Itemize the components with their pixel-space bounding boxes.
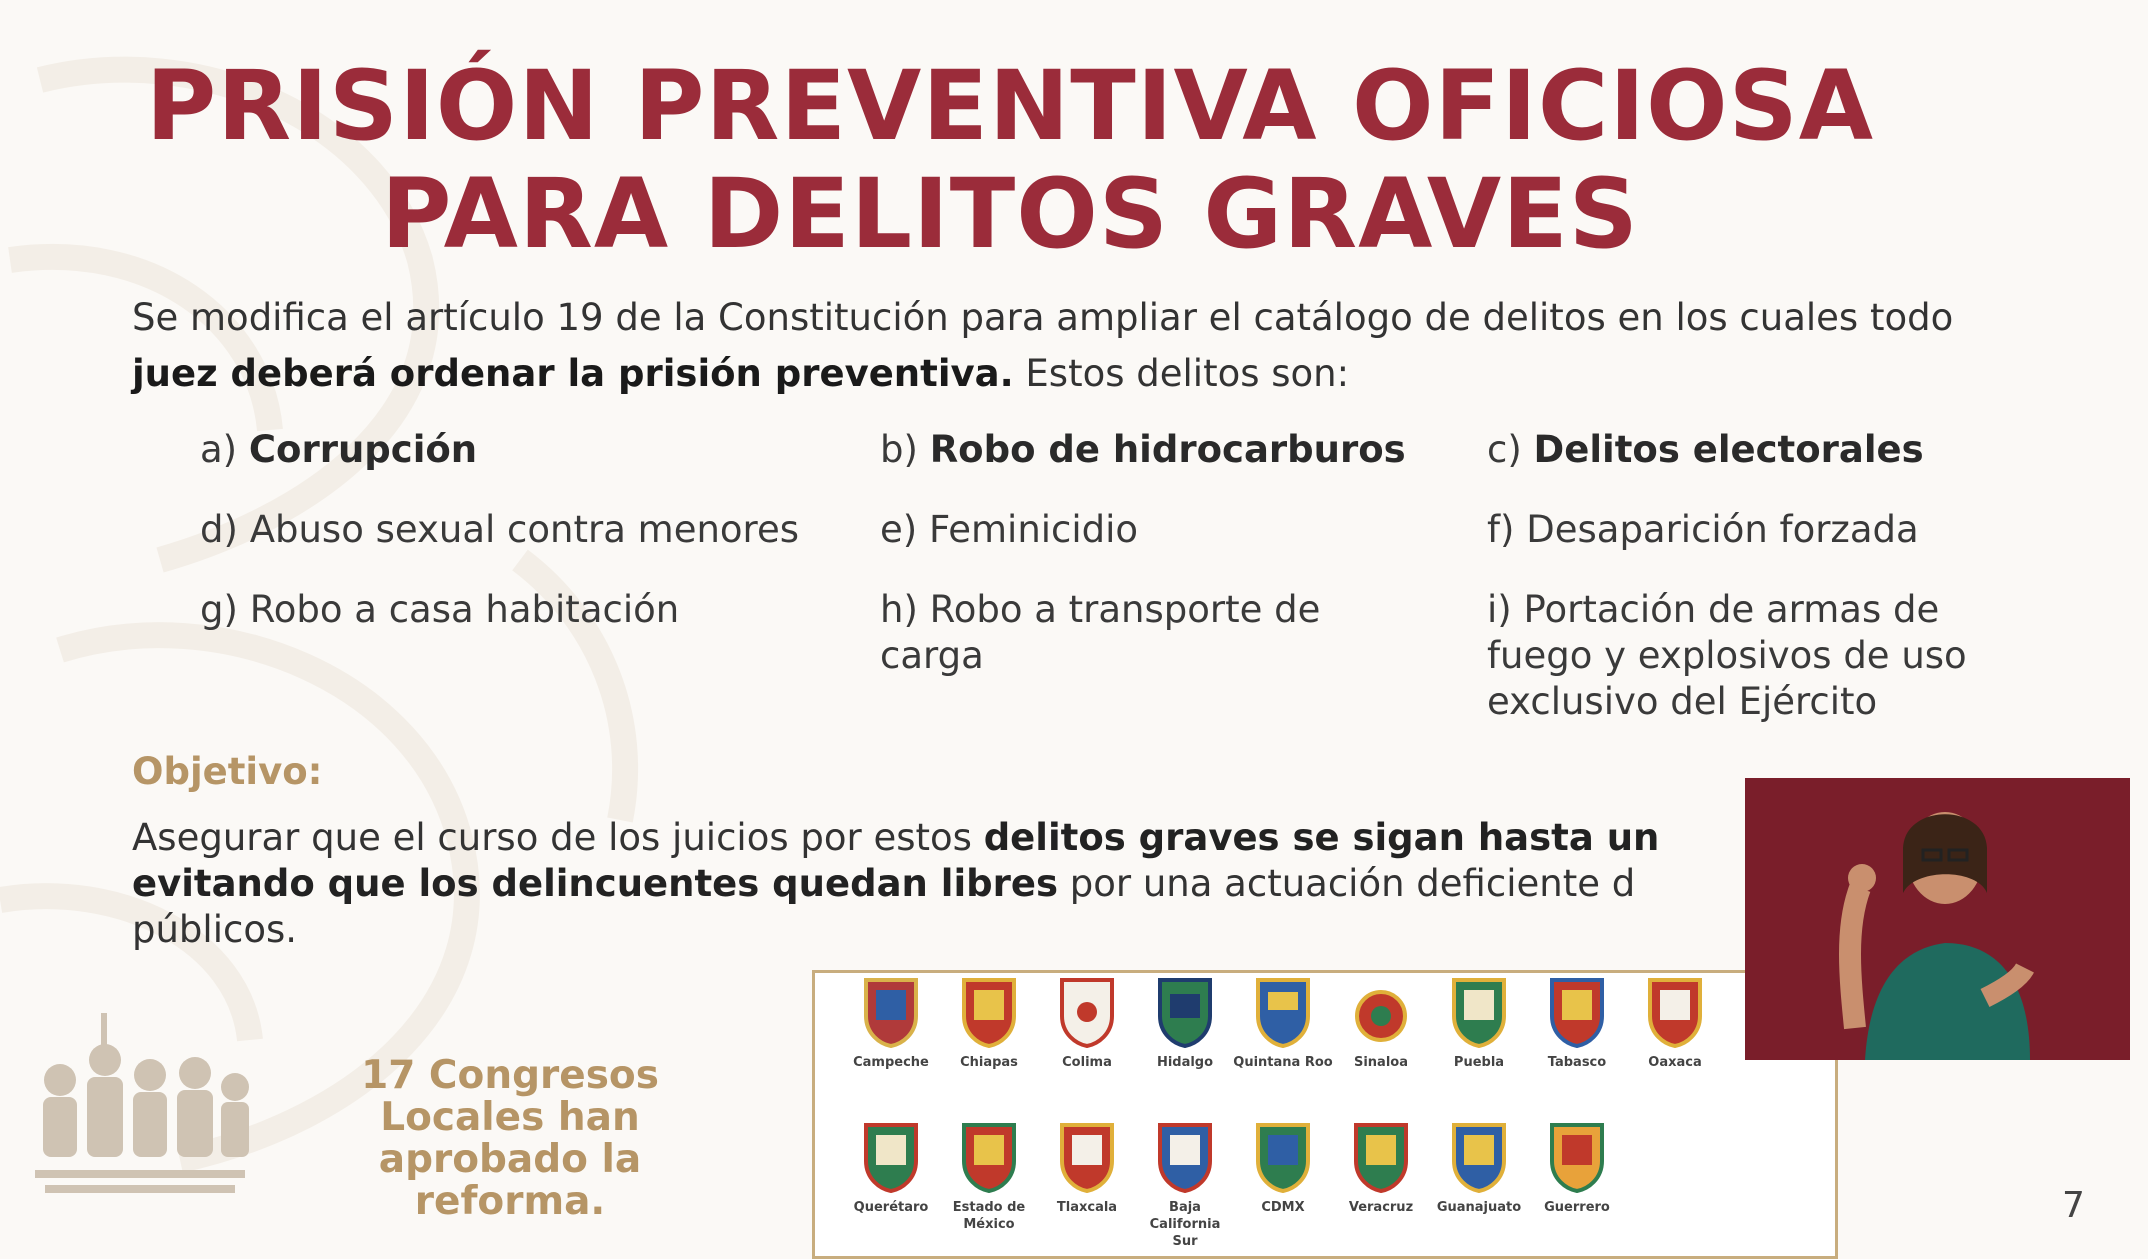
state-shield: Oaxaca <box>1625 976 1725 1071</box>
crime-item: i) Portación de armas de fuego y explosivos de uso exclusivo del Ejército <box>1487 588 1967 723</box>
state-shield: Puebla <box>1429 976 1529 1071</box>
crime-item: b) Robo de hidrocarburos <box>880 428 1406 471</box>
coat-of-arms-icon <box>1548 1121 1606 1193</box>
coat-of-arms-icon <box>1254 1121 1312 1193</box>
crime-item: c) Delitos electorales <box>1487 428 1924 471</box>
coat-of-arms-icon <box>960 1121 1018 1193</box>
state-shield: Veracruz <box>1331 1121 1431 1216</box>
crime-item: g) Robo a casa habitación <box>200 588 680 631</box>
state-shield: Baja California Sur <box>1135 1121 1235 1250</box>
state-shield: Querétaro <box>841 1121 941 1216</box>
crime-item: f) Desaparición forzada <box>1487 508 1919 551</box>
page-title <box>0 52 2020 268</box>
state-shield: Tlaxcala <box>1037 1121 1137 1216</box>
heroes-logo-icon <box>25 1005 255 1205</box>
coat-of-arms-icon <box>1450 976 1508 1048</box>
interpreter-person-icon <box>1745 778 2130 1060</box>
coat-of-arms-icon <box>1646 976 1704 1048</box>
coat-of-arms-icon <box>1254 976 1312 1048</box>
crime-item: e) Feminicidio <box>880 508 1139 551</box>
state-shield: Chiapas <box>939 976 1039 1071</box>
state-shield: CDMX <box>1233 1121 1333 1216</box>
state-shield: Guerrero <box>1527 1121 1627 1216</box>
state-shields-panel <box>812 970 1838 1259</box>
objective-label: Objetivo: <box>132 750 323 793</box>
coat-of-arms-icon <box>960 976 1018 1048</box>
coat-of-arms-icon <box>1548 976 1606 1048</box>
congresos-caption: 17 Congresos Locales han aprobado la reforma. <box>361 1053 659 1224</box>
coat-of-arms-icon <box>1450 1121 1508 1193</box>
state-shield: Guanajuato <box>1429 1121 1529 1216</box>
state-shield: Sinaloa <box>1331 976 1431 1071</box>
coat-of-arms-icon <box>1352 976 1410 1048</box>
intro-text-2: Estos delitos son: <box>1013 352 1350 395</box>
coat-of-arms-icon <box>1352 1121 1410 1193</box>
crime-item: d) Abuso sexual contra menores <box>200 508 799 551</box>
crime-item: a) Corrupción <box>200 428 478 471</box>
coat-of-arms-icon <box>1156 1121 1214 1193</box>
page-number: 7 <box>2062 1185 2085 1226</box>
title-line-1: PRISIÓN PREVENTIVA OFICIOSA <box>145 50 1875 162</box>
state-shield: Estado de México <box>939 1121 1039 1233</box>
crime-item: h) Robo a transporte de carga <box>880 588 1321 677</box>
intro-paragraph <box>132 290 2092 402</box>
coat-of-arms-icon <box>1156 976 1214 1048</box>
coat-of-arms-icon <box>862 1121 920 1193</box>
intro-text-1: Se modifica el artículo 19 de la Constitución para ampliar el catálogo de delitos en los cuales todo <box>132 296 1954 339</box>
state-shield: Hidalgo <box>1135 976 1235 1071</box>
title-line-2: PARA DELITOS GRAVES <box>381 158 1639 270</box>
state-shield: Campeche <box>841 976 941 1071</box>
coat-of-arms-icon <box>1058 976 1116 1048</box>
intro-bold: juez deberá ordenar la prisión preventiva. <box>132 352 1014 395</box>
state-shield: Quintana Roo <box>1233 976 1333 1071</box>
state-shield: Colima <box>1037 976 1137 1071</box>
coat-of-arms-icon <box>1058 1121 1116 1193</box>
state-shield: Tabasco <box>1527 976 1627 1071</box>
objective-text: Asegurar que el curso de los juicios por estos delitos graves se sigan hasta un evitando que los delincuentes quedan libres por una actuación deficiente d públicos. <box>132 816 1660 951</box>
coat-of-arms-icon <box>862 976 920 1048</box>
sign-language-interpreter-video <box>1745 778 2130 1060</box>
